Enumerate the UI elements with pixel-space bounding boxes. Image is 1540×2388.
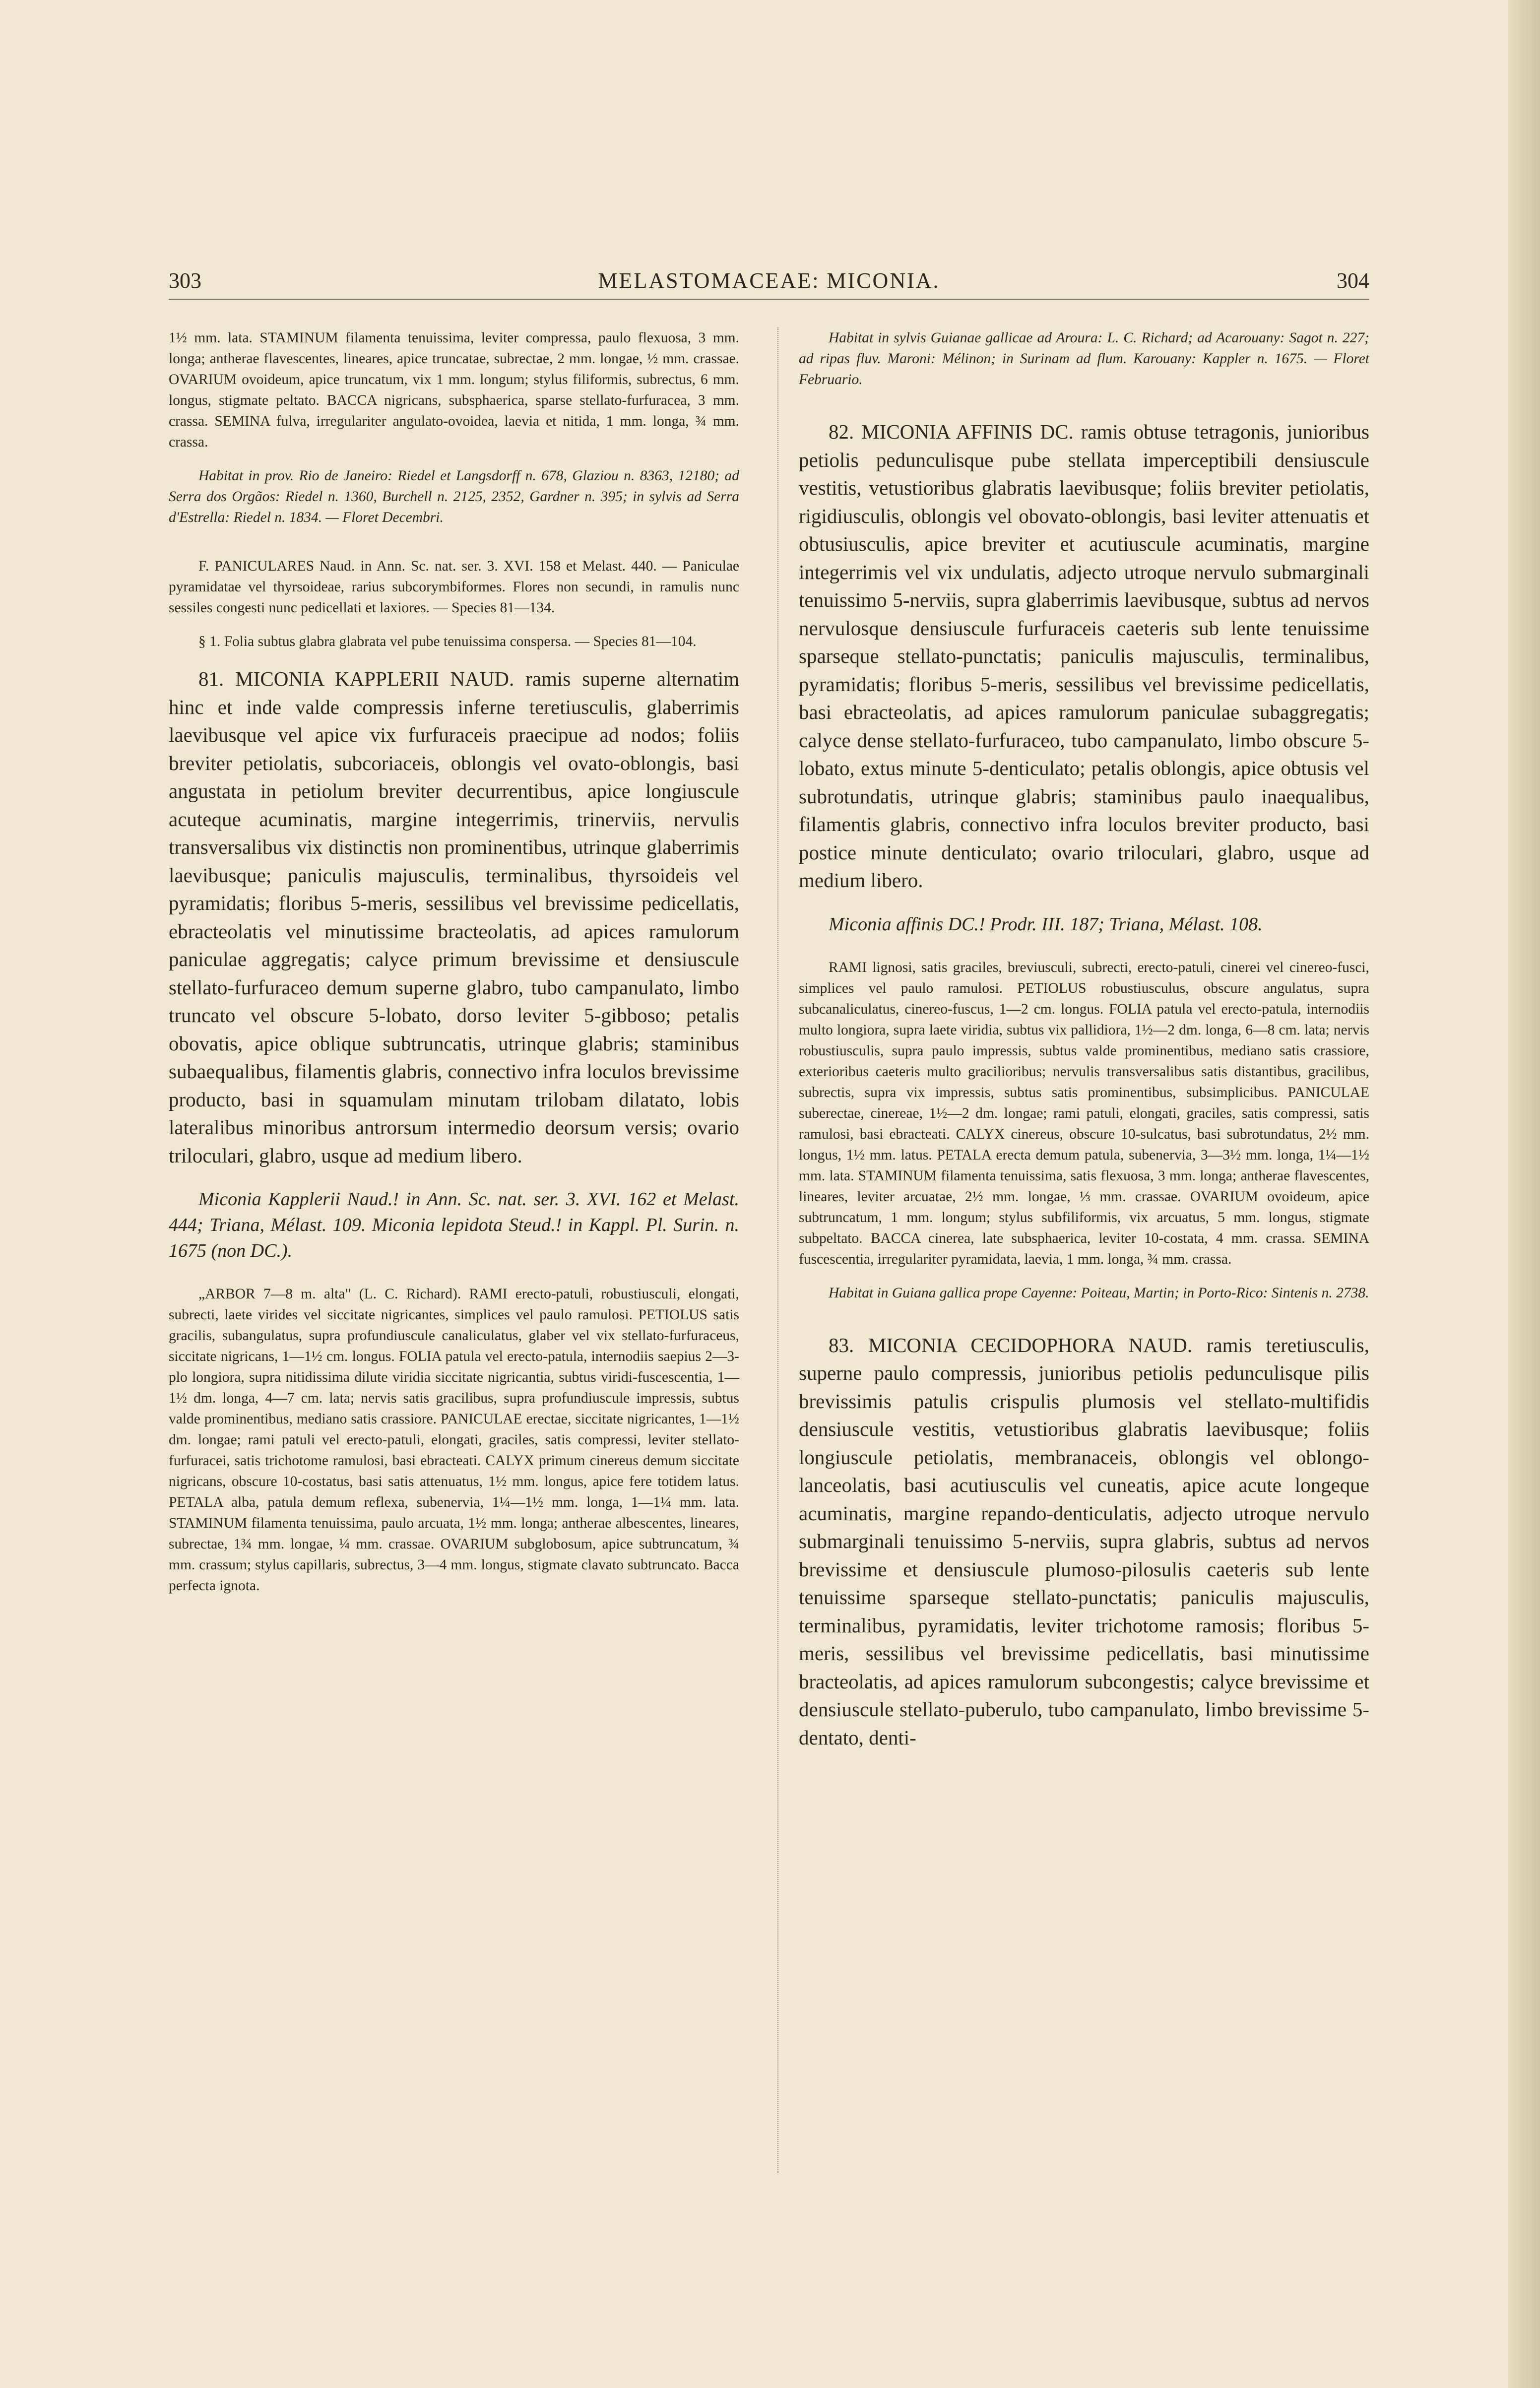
species-81-description: „ARBOR 7—8 m. alta" (L. C. Richard). RAMI erecto-patuli, robustiusculi, elongati, subrecti, laete virides vel siccitate nigricantes, simplices vel paulo ramulosi. PETIOLUS satis gracilis, subangulatus, supra profundiuscule canaliculatus, glaber vel vix stellato-furfuraceus, siccitate nigricans, 1—1½ cm. longus. FOLIA patula vel erecto-patula, internodiis saepius 2—3-plo longiora, supra nitidissima dilute viridia siccitate nigricantia, subtus viridi-fuscescentia, 1—1½ dm. longa, 4—7 cm. lata; nervis satis gracilibus, supra profundiuscule impressis, subtus valde prominentibus, mediano satis crassiore. PANICULAE erectae, siccitate nigricantes, 1—1½ dm. longae; rami patuli vel erecto-patuli, elongati, graciles, satis compressi, leviter stellato-furfuracei, satis trichotome ramulosi, basi ebracteati. CALYX primum cinereus demum siccitate nigricans, obscure 10-costatus, basi satis attenuatus, 1½ mm. longus, apice fere totidem latus. PETALA alba, patula demum reflexa, subenervia, 1¼—1½ mm. longa, 1—1¼ mm. lata. STAMINUM filamenta tenuissima, paulo arcuata, 1½ mm. longa; antherae albescentes, lineares, subrectae, 1¾ mm. longae, ¼ mm. crassae. OVARIUM subglobosum, apice subtruncatum, ¾ mm. crassum; stylus capillaris, subrectus, 3—4 mm. longus, stigmate clavato subtruncato. Bacca perfecta ignota. [169,1286,739,1594]
species-82-description: RAMI lignosi, satis graciles, breviusculi, subrecti, erecto-patuli, cinerei vel cinereo-fusci, simplices vel paulo ramulosi. PETIOLUS robustiusculus, obscure angulatus, supra subcanaliculatus, cinereo-fuscus, 1—2 cm. longus. FOLIA patula vel erecto-patula, internodiis multo longiora, supra laete viridia, subtus vix pallidiora, 1½—2 dm. longa, 6—8 cm. lata; nervis robustiusculis, supra paulo impressis, subtus valde prominentibus, mediano satis crassiore, exterioribus caeteris multo gracilioribus; nervulis transversalibus satis distantibus, gracilibus, subrectis, supra vix impressis, subtus satis prominentibus, subsimplicibus. PANICULAE suberectae, cinereae, 1½—2 dm. longae; rami patuli, elongati, graciles, satis compressi, satis ramulosi, basi ebracteati. CALYX cinereus, obscure 10-sulcatus, basi subrotundatus, 2½ mm. longus, 1½ mm. latus. PETALA erecta demum patula, subenervia, 3—3½ mm. longa, 1¼—1½ mm. lata. STAMINUM filamenta tenuissima, satis flexuosa, 3 mm. longa; antherae flavescentes, lineares, leviter arcuatae, 2½ mm. longae, ⅓ mm. crassae. OVARIUM ovoideum, apice subtruncatum, 1 mm. longum; stylus subfiliformis, vix arcuatus, 5 mm. longus, stigmate subpeltato. BACCA cinerea, late subsphaerica, leviter 10-costata, 4 mm. crassa. SEMINA fuscescentia, irregulariter pyramidata, laevia, 1 mm. longa, ¾ mm. crassa. [799,959,1369,1267]
header-rule [169,299,1369,300]
subsection-note: § 1. Folia subtus glabra glabrata vel pube tenuissima conspersa. — Species 81—104. [198,634,697,649]
species-82-habitat: Habitat in Guiana gallica prope Cayenne: Poiteau, Martin; in Porto-Rico: Sintenis n. 2738. [829,1285,1369,1301]
species-83-diagnosis: 83. MICONIA CECIDOPHORA NAUD. ramis teretiusculis, superne paulo compressis, junioribus petiolis pedunculisque pilis brevissimis patulis crispulis plumosis vel stellato-multifidis densiuscule vestitis, vetustioribus glabratis laevibusque; foliis longiuscule petiolatis, membranaceis, oblongis vel oblongo-lanceolatis, basi acutiusculis vel cuneatis, apice acute longeque acuminatis, margine repando-denticulatis, adjecto utroque nervulo submarginali tenuissimo 5-nerviis, supra glabris, subtus ad nervos brevissime et densiuscule plumoso-pilosulis caeteris sub lente tenuissime sparseque stellato-punctatis; paniculis majusculis, terminalibus, pyramidatis, leviter trichotome ramosis; floribus 5-meris, sessilibus vel brevissime pedicellatis, basi minutissime bracteolatis, ad apices ramulorum subcongestis; calyce brevissime et densiuscule stellato-puberulo, tubo campanulato, limbo brevissime 5-dentato, denti- [799,1333,1369,1749]
page-number-right: 304 [1337,268,1369,293]
column-divider [777,327,778,2173]
section-paniculares: F. PANICULARES Naud. in Ann. Sc. nat. ser. 3. XVI. 158 et Melast. 440. — Paniculae pyramidatae vel thyrsoideae, rarius subcorymbiformes. Flores non secundi, in ramulis nunc sessiles congesti nunc pedicellati et laxiores. — Species 81—134. [169,558,739,616]
species-81-habitat: Habitat in sylvis Guianae gallicae ad Aroura: L. C. Richard; ad Acarouany: Sagot n. 227; ad ripas fluv. Maroni: Mélinon; in Surinam ad flum. Karouany: Kappler n. 1675. — Floret Februario. [799,330,1369,387]
species-81-diagnosis: 81. MICONIA KAPPLERII NAUD. ramis superne alternatim hinc et inde valde compressis inferne teretiusculis, glaberrimis laevibusque vel apice vix furfuraceis praecipue ad nodos; foliis breviter petiolatis, subcoriaceis, oblongis vel ovato-oblongis, basi angustata in petiolum breviter decurrentibus, apice longiuscule acuteque acuminatis, margine integerrimis, trinerviis, nervulis transversalibus vix distinctis non prominentibus, utrinque glaberrimis laevibusque; paniculis majusculis, terminalibus, thyrsoideis vel pyramidatis; floribus 5-meris, sessilibus vel brevissime pedicellatis, ebracteolatis vel minutissime bracteolatis, ad apices ramulorum paniculae aggregatis; calyce primum brevissime et densiuscule stellato-furfuraceo demum superne glabro, tubo campanulato, limbo truncato vel obscure 5-lobato, dorso leviter 5-gibboso; petalis obovatis, apice oblique subtruncatis, utrinque glabris; staminibus subaequalibus, filamentis glabris, connectivo infra loculos brevissime producto, basi in squamulam minutam trilobam dilatato, lobis lateralibus minoribus antrorsum intermedio deorsum versis; ovario triloculari, glabro, usque ad medium libero. [169,667,739,1167]
left-column [169,327,739,1609]
species-82-synonyms: Miconia affinis DC.! Prodr. III. 187; Triana, Mélast. 108. [829,913,1263,935]
habitat-note: Habitat in prov. Rio de Janeiro: Riedel et Langsdorff n. 678, Glaziou n. 8363, 12180; ad Serra dos Orgãos: Riedel n. 1360, Burchell n. 2125, 2352, Gardner n. 395; in sylvis ad Serra d'Estrella: Riedel n. 1834. — Floret Decembri. [169,468,739,525]
scan-page-edge [1508,0,1540,2388]
running-header [169,268,1369,308]
page-number-left: 303 [169,268,201,293]
description-continued: 1½ mm. lata. STAMINUM filamenta tenuissima, leviter compressa, paulo flexuosa, 3 mm. longa; antherae flavescentes, lineares, apice truncatae, subrectae, 2 mm. longae, ½ mm. crassae. OVARIUM ovoideum, apice truncatum, vix 1 mm. longum; stylus filiformis, subrectus, 6 mm. longus, stigmate peltato. BACCA nigricans, subsphaerica, sparse stellato-furfuracea, 3 mm. crassa. SEMINA fulva, irregulariter angulato-ovoidea, laevia et nitida, 1 mm. longa, ¾ mm. crassa. [169,330,739,450]
species-81-synonyms: Miconia Kapplerii Naud.! in Ann. Sc. nat. ser. 3. XVI. 162 et Melast. 444; Triana, Mélast. 109. Miconia lepidota Steud.! in Kappl. Pl. Surin. n. 1675 (non DC.). [169,1189,739,1261]
right-column [799,327,1369,1768]
species-82-diagnosis: 82. MICONIA AFFINIS DC. ramis obtuse tetragonis, junioribus petiolis pedunculisque pube stellata imperceptibili densiuscule vestitis, vetustioribus glabratis laevibusque; foliis breviter petiolatis, rigidiusculis, oblongis vel obovato-oblongis, basi leviter attenuatis et obtusiusculis, apice breviter et acutiuscule acuminatis, margine integerrimis vel vix undulatis, adjecto utroque nervulo submarginali tenuissimo 5-nerviis, supra glaberrimis laevibusque, subtus ad nervos nervulosque densiuscule furfuraceis caeteris sub lente tenuissime sparseque stellato-punctatis; paniculis majusculis, terminalibus, pyramidatis; floribus 5-meris, sessilibus vel brevissime pedicellatis, basi ebracteolatis, ad apices ramulorum paniculae subaggregatis; calyce dense stellato-furfuraceo, tubo campanulato, limbo obscure 5-lobato, extus minute 5-denticulato; petalis oblongis, apice obtusis vel subrotundatis, utrinque glabris; staminibus paulo inaequalibus, filamentis glabris, connectivo infra loculos breviter producto, basi postice minute denticulato; ovario triloculari, glabro, usque ad medium libero. [799,420,1369,892]
running-title: MELASTOMACEAE: MICONIA. [598,268,940,293]
